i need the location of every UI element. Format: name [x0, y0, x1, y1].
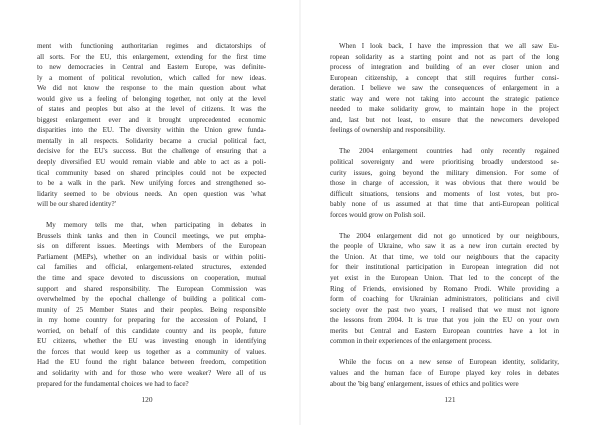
- text-line: The 2004 enlargement countries had only recently regained: [339, 147, 559, 156]
- text-line: for their institutional participation in European integration did not: [330, 263, 559, 272]
- text-line: values and the human face of Europe played key roles in debates: [330, 368, 559, 377]
- text-line: decisive for the EU's success. But the challenge of ensuring that a: [37, 147, 266, 156]
- text-line: support and shared responsibility. The European Commission was: [37, 284, 266, 293]
- text-line: prepared for the fundamental choices we had to face?: [37, 379, 189, 388]
- text-line: worried, on behalf of this candidate country and its people, future: [37, 326, 266, 335]
- text-line: the lessons from 2004. It is true that you join the EU on your own: [330, 316, 559, 325]
- text-line: We did not know the response to the main question about what: [37, 84, 266, 93]
- right-text-column: [330, 41, 559, 400]
- text-line: tical community based on shared principles could not be expected: [37, 168, 266, 177]
- text-line: feelings of ownership and responsibility.: [330, 126, 446, 135]
- text-line: cal families and official, enlargement-related structures, extended: [37, 263, 266, 272]
- text-line: static way and were not taking into account the strategic patience: [330, 94, 559, 103]
- page-number-left: 120: [141, 395, 153, 404]
- text-line: of states and peoples but also at the level of citizens. It was the: [37, 105, 266, 114]
- text-line: those in charge of accession, it was obvious that there would be: [330, 179, 559, 188]
- text-line: Had the EU found the right balance between freedom, competition: [37, 358, 266, 367]
- right-paragraph: [330, 41, 559, 136]
- text-line: curity issues, going beyond the military dimension. For some of: [330, 168, 559, 177]
- text-line: Ring of Friends, envisioned by Romano Prodi. While providing a: [330, 284, 559, 293]
- text-line: disparities into the EU. The diversity within the Union grew funda-: [37, 126, 266, 135]
- text-line: munity of 25 Member States and their peoples. Being responsible: [37, 305, 266, 314]
- text-line: to new democracies in Central and Eastern Europe, was definite-: [37, 63, 266, 72]
- text-line: and solidarity with and for those who were weaker? Were all of us: [37, 368, 266, 377]
- text-line: society over the past two years, I realised that we must not ignore: [330, 305, 559, 314]
- text-line: overwhelmed by the epochal challenge of building a political com-: [37, 295, 266, 304]
- text-line: political sovereignty and were prioritising broadly understood se-: [330, 158, 559, 167]
- right-paragraph: [330, 357, 559, 389]
- text-line: bably none of us assumed at that time that anti-European political: [330, 200, 559, 209]
- left-text-column: [37, 41, 266, 400]
- page-number-right: 121: [444, 395, 456, 404]
- text-line: Parliament (MEPs), whether on an individual basis or within politi-: [37, 252, 266, 261]
- text-line: While the focus on a new sense of European identity, solidarity,: [339, 358, 559, 367]
- text-line: sis on different issues. Meetings with Members of the European: [37, 242, 266, 251]
- text-line: process of integration and building of an ever closer union and: [330, 63, 559, 72]
- text-line: deeply diversified EU would remain viable and able to act as a poli-: [37, 158, 266, 167]
- text-line: all sorts. For the EU, this enlargement, extending for the first time: [37, 52, 266, 61]
- text-line: to be a walk in the park. New unifying forces and strengthened so-: [37, 179, 266, 188]
- text-line: merits but Central and Eastern European countries have a lot in: [330, 326, 559, 335]
- text-line: the forces that would keep us together as a community of values.: [37, 347, 266, 356]
- text-line: in my home country for preparing for the accession of Poland, I: [37, 316, 266, 325]
- text-line: lidarity seemed to be obvious needs. An open question was 'what: [37, 189, 266, 198]
- right-paragraph: [330, 146, 559, 220]
- text-line: The 2004 enlargement did not go unnoticed by our neighbours,: [339, 231, 559, 240]
- right-paragraph: [330, 231, 559, 347]
- text-line: about the 'big bang' enlargement, issues of ethics and politics were: [330, 379, 519, 388]
- text-line: ropean solidarity as a starting point and not as part of the long: [330, 52, 559, 61]
- text-line: the time and space devoted to discussions on cooperation, mutual: [37, 274, 266, 283]
- text-line: EU citizens, whether the EU was investing enough in identifying: [37, 337, 266, 346]
- text-line: needed to make solidarity grow, to maintain hope in the project: [330, 105, 559, 114]
- text-line: My memory tells me that, when participating in debates in: [46, 221, 266, 230]
- text-line: When I look back, I have the impression that we all saw Eu-: [339, 42, 559, 50]
- right-page: [300, 0, 600, 425]
- text-line: will be our shared identity?': [37, 200, 116, 209]
- left-paragraph: [37, 220, 266, 389]
- text-line: and, last but not least, to ensure that the newcomers developed: [330, 115, 559, 124]
- text-line: deration. I believe we saw the consequences of enlargement in a: [330, 84, 559, 93]
- left-paragraph: [37, 41, 266, 210]
- text-line: the Union. At that time, we told our neighbours that the capacity: [330, 252, 559, 261]
- text-line: mentally in all respects. Solidarity became a crucial political fact,: [37, 136, 266, 145]
- text-line: the people of Ukraine, who saw it as a new iron curtain erected by: [330, 242, 559, 251]
- text-line: yet exist in the European Union. That led to the concept of the: [330, 274, 559, 283]
- text-line: Brussels think tanks and then in Council meetings, we put empha-: [37, 231, 266, 240]
- text-line: forces would grow on Polish soil.: [330, 210, 426, 219]
- text-line: European citizenship, a concept that still requires further consi-: [330, 73, 559, 82]
- text-line: common in their experiences of the enlargement process.: [330, 337, 492, 346]
- text-line: ly a moment of political revolution, which called for new ideas.: [37, 73, 266, 82]
- text-line: would give us a feeling of belonging together, not only at the level: [37, 94, 266, 103]
- text-line: difficult situations, tensions and moments of lost votes, but pro-: [330, 189, 559, 198]
- text-line: biggest enlargement ever and it brought unprecedented economic: [37, 115, 266, 124]
- text-line: form of coaching for Ukrainian administrators, politicians and civil: [330, 295, 559, 304]
- text-line: ment with functioning authoritarian regimes and dictatorships of: [37, 42, 266, 50]
